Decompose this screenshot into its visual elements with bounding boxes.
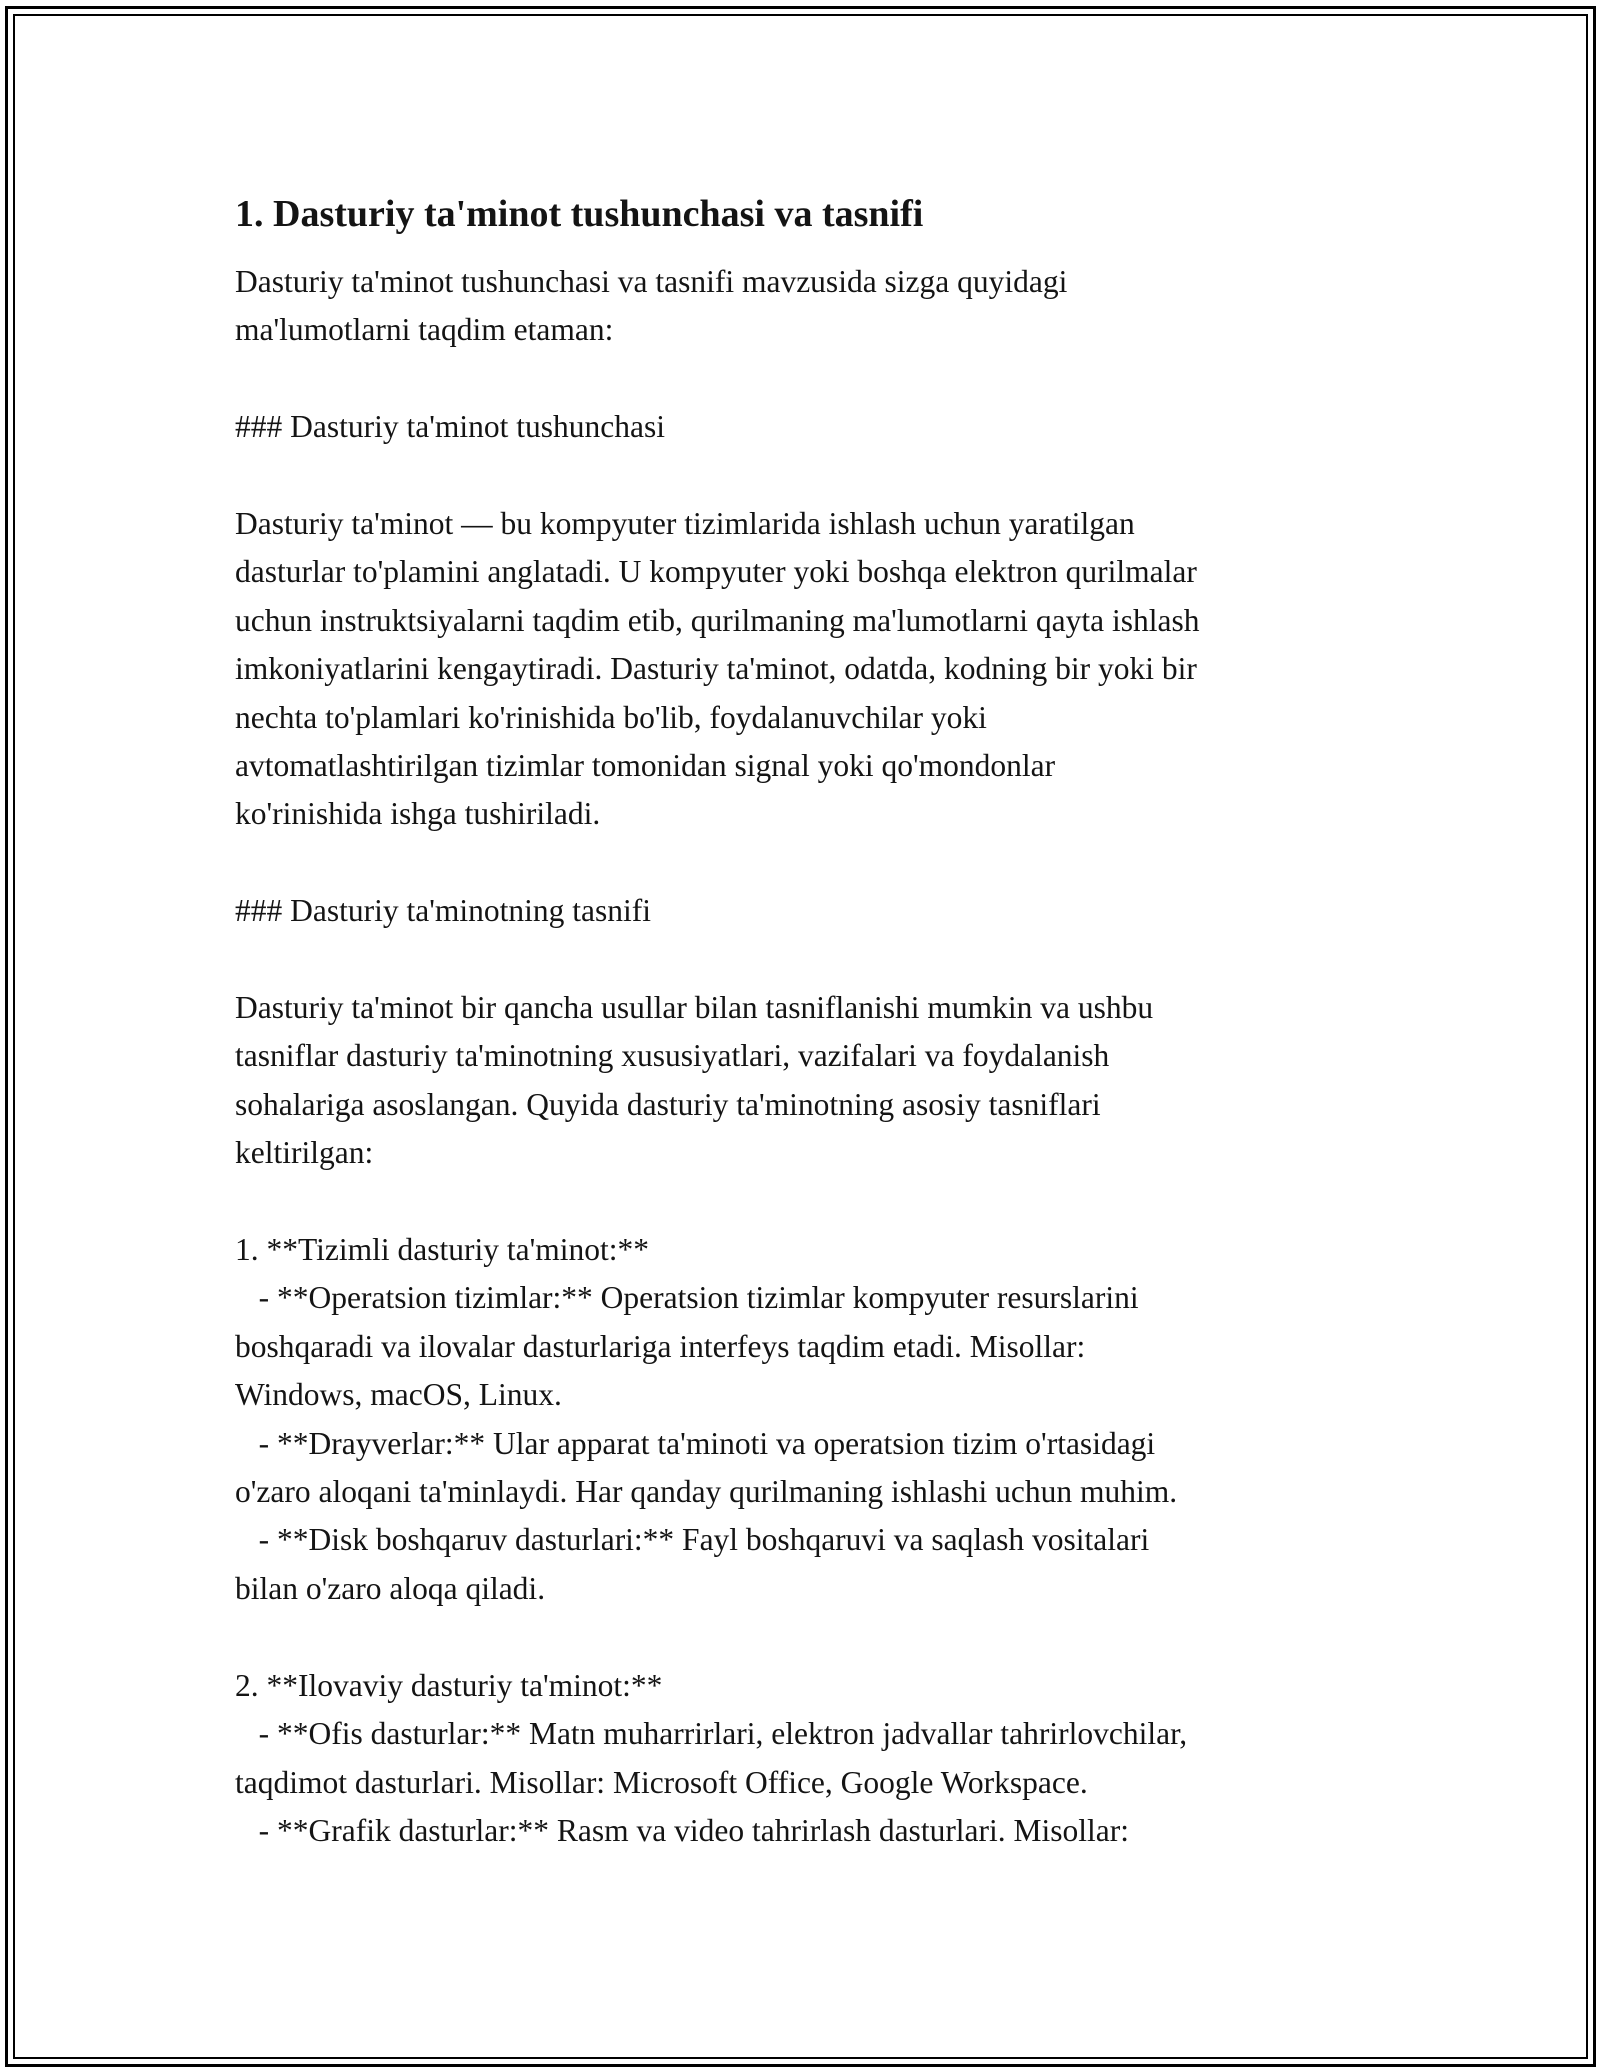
text-line: uchun instruktsiyalarni taqdim etib, qurilmaning ma'lumotlarni qayta ishlash [235,602,1200,638]
text-line: imkoniyatlarini kengaytiradi. Dasturiy ta'minot, odatda, kodning bir yoki bir [235,651,1197,687]
list-item: Windows, macOS, Linux. [235,1377,562,1413]
list-item: - **Operatsion tizimlar:** Operatsion tizimlar kompyuter resurslarini [235,1280,1139,1316]
text-line: keltirilgan: [235,1135,374,1171]
list-item: 1. **Tizimli dasturiy ta'minot:** [235,1232,650,1268]
intro-paragraph [235,258,1365,355]
text-line: dasturlar to'plamini anglatadi. U kompyuter yoki boshqa elektron qurilmalar [235,554,1197,590]
section-heading-classification: ### Dasturiy ta'minotning tasnifi [235,893,652,929]
text-line: ko'rinishida ishga tushiriladi. [235,796,601,832]
list-system-software [235,1226,1365,1613]
list-application-software [235,1662,1365,1856]
text-line: Dasturiy ta'minot bir qancha usullar bilan tasniflanishi mumkin va ushbu [235,990,1154,1026]
list-item: boshqaradi va ilovalar dasturlariga interfeys taqdim etadi. Misollar: [235,1328,1086,1364]
list-item: o'zaro aloqani ta'minlaydi. Har qanday qurilmaning ishlashi uchun muhim. [235,1474,1178,1510]
text-line: nechta to'plamlari ko'rinishida bo'lib, foydalanuvchilar yoki [235,699,987,735]
list-item: - **Drayverlar:** Ular apparat ta'minoti va operatsion tizim o'rtasidagi [235,1425,1156,1461]
text-line: Dasturiy ta'minot — bu kompyuter tizimlarida ishlash uchun yaratilgan [235,506,1135,541]
list-item: bilan o'zaro aloqa qiladi. [235,1570,546,1606]
document-title: 1. Dasturiy ta'minot tushunchasi va tasnifi [235,193,924,235]
text-line: sohalariga asoslangan. Quyida dasturiy ta'minotning asosiy tasniflari [235,1086,1101,1122]
text-line: avtomatlashtirilgan tizimlar tomonidan signal yoki qo'mondonlar [235,748,1056,784]
text-line: ma'lumotlarni taqdim etaman: [235,312,614,348]
classification-paragraph [235,984,1365,1178]
document-body [235,190,1365,1855]
text-line: Dasturiy ta'minot tushunchasi va tasnifi mavzusida sizga quyidagi [235,264,1068,299]
list-item: 2. **Ilovaviy dasturiy ta'minot:** [235,1667,663,1703]
section-heading-concept: ### Dasturiy ta'minot tushunchasi [235,409,666,445]
concept-paragraph [235,500,1365,839]
list-item: - **Disk boshqaruv dasturlari:** Fayl boshqaruvi va saqlash vositalari [235,1522,1150,1558]
text-line: tasniflar dasturiy ta'minotning xususiyatlari, vazifalari va foydalanish [235,1038,1110,1074]
list-item: taqdimot dasturlari. Misollar: Microsoft Office, Google Workspace. [235,1764,1088,1800]
list-item: - **Ofis dasturlar:** Matn muharrirlari, elektron jadvallar tahrirlovchilar, [235,1716,1188,1752]
list-item: - **Grafik dasturlar:** Rasm va video tahrirlash dasturlari. Misollar: [235,1812,1130,1848]
